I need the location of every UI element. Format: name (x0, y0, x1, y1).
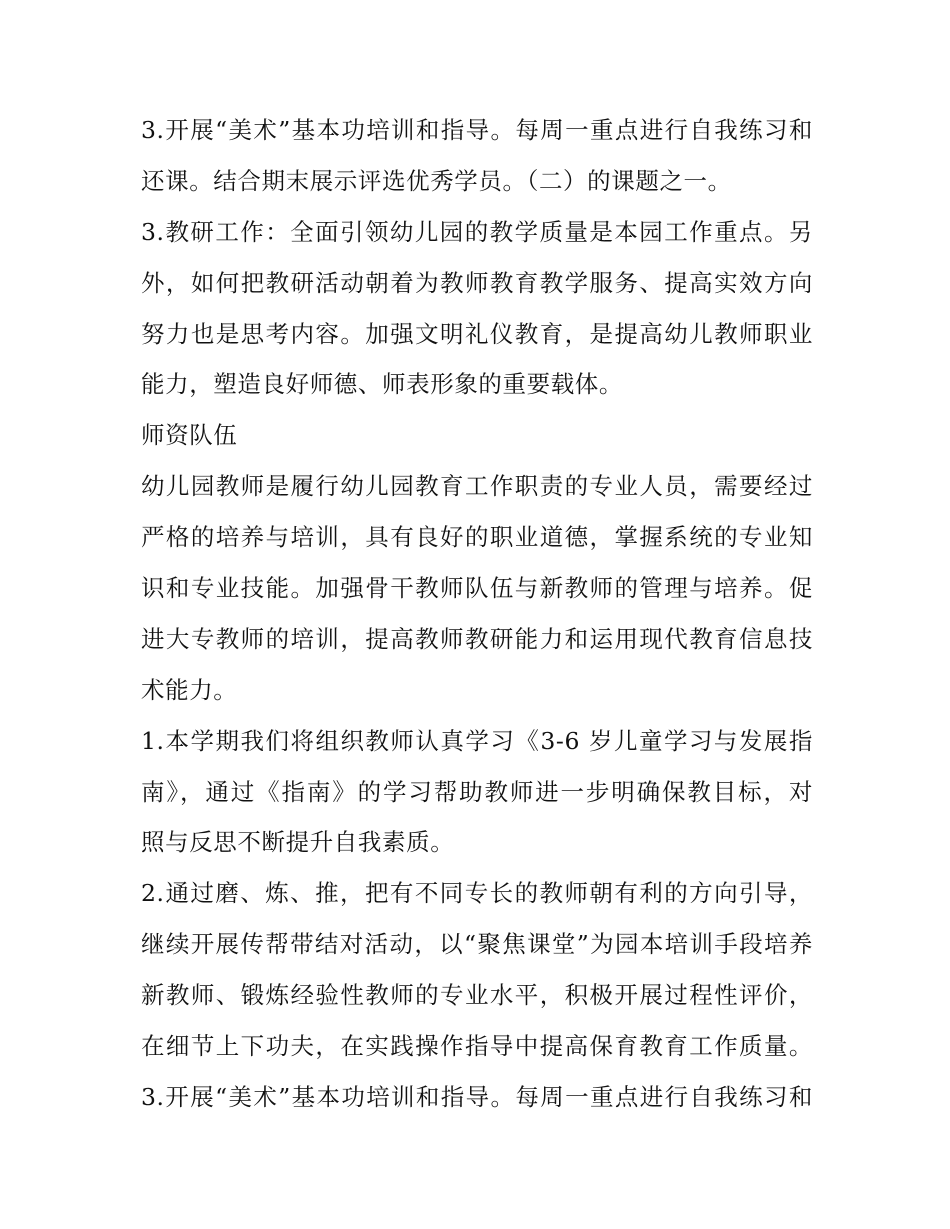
text-line: 术能力。 (141, 675, 238, 704)
text-line: 识和专业技能。加强骨干教师队伍与新教师的管理与培养。促 (141, 574, 813, 603)
text-line: 新教师、锻炼经验性教师的专业水平，积极开展过程性评价， (141, 981, 813, 1010)
text-line: 3.教研工作：全面引领幼儿园的教学质量是本园工作重点。另 (141, 217, 813, 246)
text-line: 2.通过磨、炼、推，把有不同专长的教师朝有利的方向引导， (141, 879, 813, 908)
text-line: 南》，通过《指南》的学习帮助教师进一步明确保教目标，对 (141, 777, 813, 806)
section-heading: 师资队伍 (141, 421, 238, 450)
text-line: 严格的培养与培训，具有良好的职业道德，掌握系统的专业知 (141, 523, 813, 552)
text-line: 1.本学期我们将组织教师认真学习《3-6 岁儿童学习与发展指 (141, 726, 813, 755)
text-line: 外，如何把教研活动朝着为教师教育教学服务、提高实效方向 (141, 268, 813, 297)
text-line: 3.开展“美术”基本功培训和指导。每周一重点进行自我练习和 (141, 116, 813, 144)
text-line: 继续开展传帮带结对活动，以“聚焦课堂”为园本培训手段培养 (141, 930, 813, 959)
text-line: 进大专教师的培训，提高教师教研能力和运用现代教育信息技 (141, 624, 813, 653)
text-line: 3.开展“美术”基本功培训和指导。每周一重点进行自我练习和 (141, 1082, 813, 1111)
text-line: 努力也是思考内容。加强文明礼仪教育，是提高幼儿教师职业 (141, 319, 813, 348)
text-line: 照与反思不断提升自我素质。 (141, 828, 455, 857)
text-line: 能力，塑造良好师德、师表形象的重要载体。 (141, 370, 623, 399)
text-line: 幼儿园教师是履行幼儿园教育工作职责的专业人员，需要经过 (141, 472, 813, 501)
document-body (141, 105, 813, 1123)
text-line: 在细节上下功夫，在实践操作指导中提高保育教育工作质量。 (141, 1032, 813, 1061)
text-line: 还课。结合期末展示评选优秀学员。（二）的课题之一。 (141, 166, 732, 195)
